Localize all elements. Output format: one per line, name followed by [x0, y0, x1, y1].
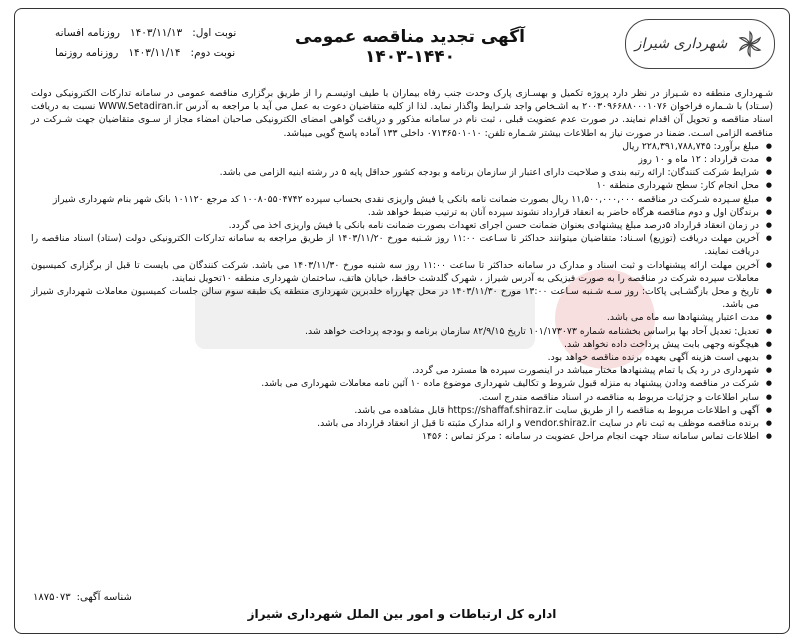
- shiraz-flower-icon: [735, 29, 765, 59]
- publication-label: نوبت اول:: [192, 27, 237, 39]
- ad-id-value: ۱۸۷۵۰۷۳: [33, 592, 71, 603]
- list-item: ● برندگان اول و دوم مناقصه هرگاه حاضر به انعقاد قرارداد نشوند سپرده آنان به ترتیب ضبط خواهد شد.: [31, 206, 773, 219]
- ad-id: [33, 592, 132, 603]
- list-item: ● بدیهی است هزینه آگهی بعهده برنده مناقصه خواهد بود.: [31, 351, 773, 364]
- publication-label: نوبت دوم:: [190, 47, 236, 59]
- intro-paragraph: شـهرداری منطقه ده شـیراز در نظر دارد پروژه تکمیل و بهسـازی پارک وحدت جنب رفاه بیماران با طیف اوتیسـم را از طریق برگزاری مناقصه عمومی در سامانه تدارکات الکترونیکی دولت (سـتاد) با شـماره فراخوان ۲۰۰۳۰۹۶۶۸۸۰۰۰۱۰۷۶ به اشـخاص واجد شـرایط واگذار نماید. لذا از کلیه متقاضیان دعوت به عمل می آید با مراجعه به آدرس WWW.Setadiran.ir نسبت به دریافت اسناد مناقصه و تحویل آن اقدام نمایند. در صورت عدم عضویت قبلی ، ثبت نام در سامانه مذکور و دریافت گواهی امضای الکترونیکی صاحبان امضاء مجاز از سـوی متقاضیان جهت شـرکت در مناقصه الزامی اسـت. ضمنا در صورت نیاز به اطلاعات بیشتر شـماره تلفن: ۰۷۱۳۶۵۰۱۰۱۰ داخلی ۱۳۳ آماده پاسخ گویی میباشد.: [31, 88, 773, 139]
- list-item: ● مبلغ برآورد: ۲۲۸,۳۹۱,۷۸۸,۷۴۵ ریال: [31, 140, 773, 153]
- publication-date: ۱۴۰۳/۱۱/۱۳: [129, 27, 183, 39]
- list-item: ● شهرداری در رد یک یا تمام پیشنهادها مختار میباشد در اینصورت سپرده ها مسترد می گردد.: [31, 364, 773, 377]
- publication-paper: روزنامه افسانه: [55, 27, 120, 39]
- list-item: ● اطلاعات تماس سامانه ستاد جهت انجام مراحل عضویت در سامانه : مرکز تماس : ۱۴۵۶: [31, 430, 773, 443]
- list-item: ● شرایط شرکت کنندگان: ارائه رتبه بندی و صلاحیت دارای اعتبار از سازمان برنامه و بودجه کشور حداقل پایه ۵ در رشته ابنیه الزامی می باشد.: [31, 166, 773, 179]
- list-item: ● آخرین مهلت ارائه پیشنهادات و ثبت اسناد و مدارک در سامانه حداکثر تا ساعت ۱۱:۰۰ روز سه شنبه مورخ ۱۴۰۳/۱۱/۳۰ می باشد. شرکت کنندگان می بایست تا قبل از برگزاری کمیسیون معاملات سپرده شرکت در مناقصه را به صورت فیزیکی به آدرس شیراز ، شهرک گلدشت حافظ، خیابان هاتف، ساختمان شهرداری منطقه ۱۰تحویل نمایند.: [31, 259, 773, 285]
- list-item: ● مبلغ سـپرده شـرکت در مناقصه ۱۱,۵۰۰,۰۰۰,۰۰۰ ریال بصورت ضمانت نامه بانکی یا فیش واریزی نقدی بحساب سپرده ۱۰۰۸۰۵۵۰۴۷۴۲ کد مرجع ۱۰۱۱۲۰ بانک شهر بنام شهرداری شیراز: [31, 193, 773, 206]
- signature: اداره کل ارتباطات و امور بین الملل شهرداری شیراز: [247, 607, 557, 621]
- ad-id-label: شناسه آگهی:: [76, 592, 132, 603]
- notice-frame: [14, 8, 790, 634]
- notice-body: [31, 87, 773, 443]
- notice-title: آگهی تجدید مناقصه عمومی ۱۴۴۰-۱۴۰۳: [295, 27, 525, 67]
- publication-paper: روزنامه روزنما: [55, 47, 119, 59]
- list-item: ● برنده مناقصه موظف به ثبت نام در سایت vendor.shiraz.ir و ارائه مدارک مثبته تا قبل از انعقاد قرارداد می باشد.: [31, 417, 773, 430]
- publication-date: ۱۴۰۳/۱۱/۱۴: [128, 47, 181, 59]
- logo-text: شهرداری شیراز: [634, 36, 728, 52]
- list-item: ● آگهی و اطلاعات مربوط به مناقصه را از طریق سایت https://shaffaf.shiraz.ir قابل مشاهده می باشد.: [31, 404, 773, 417]
- notice-header: [15, 9, 789, 81]
- list-item: ● محل انجام کار: سطح شهرداری منطقه ۱۰: [31, 179, 773, 192]
- publication-second: [55, 43, 236, 63]
- list-item: ● هیچگونه وجهی بابت پیش پرداخت داده نخواهد شد.: [31, 338, 773, 351]
- list-item: ● در زمان انعقاد قرارداد ۵درصد مبلغ پیشنهادی بعنوان ضمانت حسن اجرای تعهدات بصورت ضمانت نامه بانکی یا فیش واریزی اخذ می گردد.: [31, 219, 773, 232]
- list-item: ● سایر اطلاعات و جزئیات مربوط به مناقصه در اسناد مناقصه مندرج است.: [31, 391, 773, 404]
- list-item: ● آخرین مهلت دریافت (توزیع) اسـناد: متقاضیان میتوانند حداکثر تا سـاعت ۱۱:۰۰ روز شـنبه مورخ ۱۴۰۳/۱۱/۲۰ از طریق مراجعه به سامانه تدارکات الکترونیکی دولت (ستاد) اسناد مناقصه را دریافت نمایند.: [31, 232, 773, 258]
- list-item: ● تاریخ و محل بازگشـایی پاکات: روز سـه شـنبه سـاعت ۱۳:۰۰ مورخ ۱۴۰۳/۱۱/۳۰ در محل چهارراه خلدبرین شهرداری منطقه یک طبقه سوم سالن جلسات کمیسیون معاملات شهرداری شیراز می باشد.: [31, 285, 773, 311]
- shiraz-logo: [625, 19, 775, 69]
- publication-info: [55, 23, 236, 63]
- list-item: ● مدت قرارداد : ۱۲ ماه و ۱۰ روز: [31, 153, 773, 166]
- list-item: ● شرکت در مناقصه ودادن پیشنهاد به منزله قبول شروط و تکالیف شهرداری موضوع ماده ۱۰ آئین نامه معاملات شهرداری می باشد.: [31, 377, 773, 390]
- list-item: ● تعدیل: تعدیل آحاد بها براساس بخشنامه شماره ۱۰۱/۱۷۳۰۷۳ تاریخ ۸۲/۹/۱۵ سازمان برنامه و بودجه پرداخت خواهد شد.: [31, 325, 773, 338]
- list-item: ● مدت اعتبار پیشنهادها سه ماه می باشد.: [31, 311, 773, 324]
- publication-first: [55, 23, 236, 43]
